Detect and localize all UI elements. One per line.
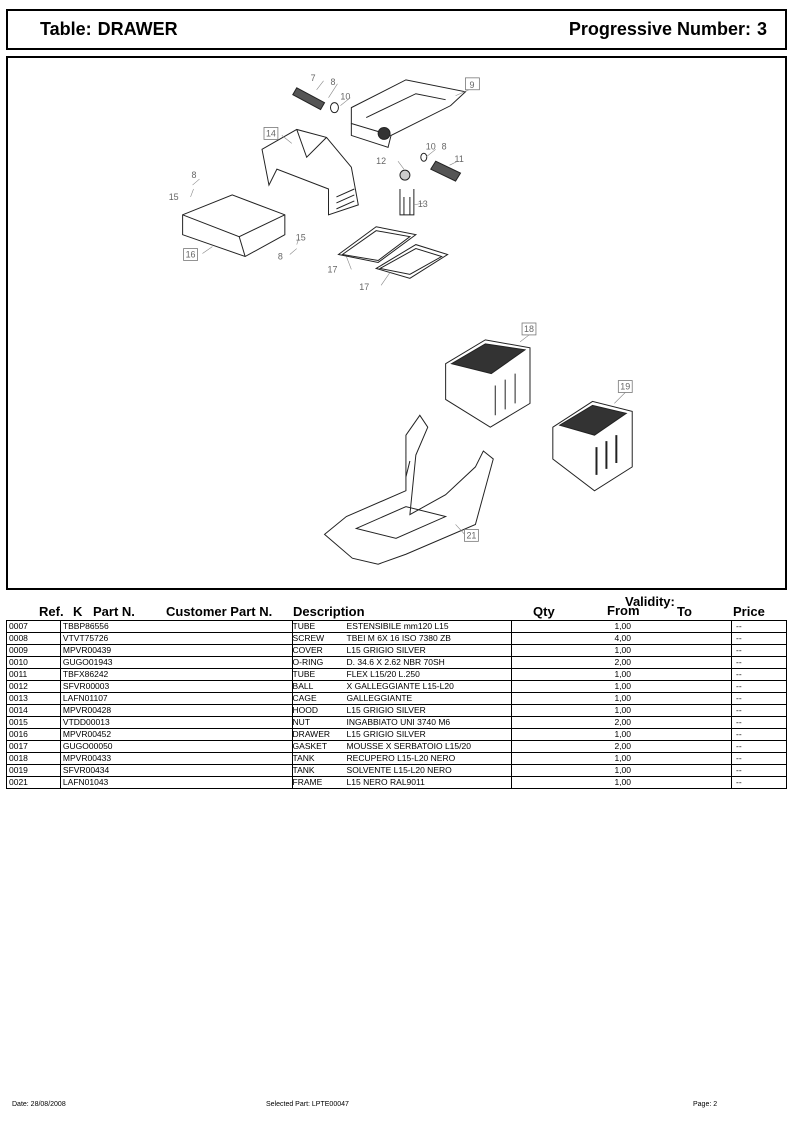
callout-13: 13	[417, 198, 428, 209]
cell-ref	[7, 729, 61, 741]
table-row	[7, 741, 787, 753]
callout-16: 16	[185, 249, 196, 260]
callout-10b: 10	[425, 141, 436, 152]
callout-9: 9	[469, 79, 475, 90]
description-text: ESTENSIBILE mm120 L15	[346, 621, 449, 631]
callout-labels	[169, 73, 633, 542]
progressive-value: 3	[756, 19, 767, 39]
part-number: TBFX86242	[62, 669, 109, 679]
part-oring-10	[330, 103, 338, 113]
ref-value: 0016	[9, 729, 28, 739]
qty-value: 2,00	[614, 657, 632, 667]
price-value: --	[736, 657, 742, 667]
cell-price	[732, 669, 787, 681]
part-number: VTDD00013	[62, 717, 110, 727]
price-value: --	[736, 645, 742, 655]
qty-value: 1,00	[614, 705, 632, 715]
footer-date: Date: 28/08/2008	[12, 1101, 66, 1108]
description-type: GASKET	[292, 741, 328, 751]
description-text: L15 GRIGIO SILVER	[346, 729, 426, 739]
cell-ref	[7, 645, 61, 657]
ref-value: 0014	[9, 705, 28, 715]
cell-price	[732, 717, 787, 729]
callout-11: 11	[454, 154, 464, 165]
qty-value: 1,00	[614, 765, 632, 775]
footer-page: Page: 2	[693, 1101, 718, 1108]
callout-15b: 15	[295, 232, 306, 243]
cell-ref	[7, 669, 61, 681]
price-value: --	[736, 633, 742, 643]
title-bar	[6, 9, 787, 50]
parts-table	[6, 620, 787, 789]
ref-value: 0010	[9, 657, 28, 667]
col-validity: Validity:	[625, 594, 675, 609]
cell-part	[60, 717, 292, 729]
col-part-no: Part N.	[93, 604, 135, 619]
column-headers	[6, 596, 787, 620]
cell-ref	[7, 681, 61, 693]
col-customer-part-no: Customer Part N.	[166, 604, 273, 619]
cell-ref	[7, 633, 61, 645]
cell-price	[732, 693, 787, 705]
cell-part	[60, 753, 292, 765]
cell-description	[292, 765, 512, 777]
ref-value: 0015	[9, 717, 28, 727]
description-type: CAGE	[292, 693, 317, 703]
cell-price	[732, 729, 787, 741]
ref-value: 0009	[9, 645, 28, 655]
qty-value: 1,00	[614, 693, 632, 703]
qty-value: 4,00	[614, 633, 632, 643]
callout-19: 19	[620, 381, 631, 392]
cell-part	[60, 765, 292, 777]
qty-value: 1,00	[614, 753, 632, 763]
cell-qty	[512, 717, 732, 729]
part-number: SFVR00434	[62, 765, 110, 775]
description-type: BALL	[292, 681, 314, 691]
qty-value: 1,00	[614, 645, 632, 655]
cell-description	[292, 621, 512, 633]
parts-table-body	[7, 621, 787, 789]
table-row	[7, 681, 787, 693]
callout-7: 7	[310, 72, 316, 83]
cell-part	[60, 633, 292, 645]
cell-price	[732, 645, 787, 657]
table-label: Table:	[40, 19, 92, 39]
description-type: O-RING	[292, 657, 324, 667]
progressive-number	[569, 19, 767, 40]
description-text: FLEX L15/20 L.250	[346, 669, 420, 679]
part-number: GUGO01943	[62, 657, 113, 667]
cell-description	[292, 669, 512, 681]
part-number: LAFN01107	[62, 693, 108, 703]
description-text: RECUPERO L15-L20 NERO	[346, 753, 456, 763]
table-row	[7, 729, 787, 741]
description-type: TANK	[292, 753, 315, 763]
cell-qty	[512, 729, 732, 741]
table-row	[7, 777, 787, 789]
cell-ref	[7, 717, 61, 729]
callout-17b: 17	[359, 282, 370, 293]
cell-part	[60, 693, 292, 705]
part-number: MPVR00439	[62, 645, 112, 655]
qty-value: 1,00	[614, 621, 632, 631]
qty-value: 2,00	[614, 741, 632, 751]
cell-price	[732, 705, 787, 717]
cell-description	[292, 633, 512, 645]
part-gasket-17a	[338, 227, 415, 263]
cell-description	[292, 741, 512, 753]
description-text: X GALLEGGIANTE L15-L20	[346, 681, 454, 691]
cell-price	[732, 765, 787, 777]
callout-14: 14	[265, 128, 276, 139]
part-number: GUGO00050	[62, 741, 113, 751]
part-tube-7	[293, 88, 325, 110]
cell-price	[732, 741, 787, 753]
price-value: --	[736, 765, 742, 775]
cell-qty	[512, 741, 732, 753]
cell-part	[60, 621, 292, 633]
price-value: --	[736, 669, 742, 679]
cell-description	[292, 717, 512, 729]
cell-description	[292, 753, 512, 765]
col-k: K	[73, 604, 83, 619]
cell-price	[732, 621, 787, 633]
table-name: DRAWER	[97, 19, 178, 39]
qty-value: 1,00	[614, 669, 632, 679]
cell-description	[292, 681, 512, 693]
ref-value: 0019	[9, 765, 28, 775]
cell-part	[60, 741, 292, 753]
cell-qty	[512, 765, 732, 777]
cell-ref	[7, 765, 61, 777]
price-value: --	[736, 777, 742, 787]
price-value: --	[736, 753, 742, 763]
part-cover-9	[351, 80, 465, 147]
progressive-label: Progressive Number:	[568, 19, 751, 39]
cell-price	[732, 633, 787, 645]
part-hood-14	[262, 129, 358, 214]
cell-ref	[7, 705, 61, 717]
ref-value: 0007	[9, 621, 28, 631]
cell-qty	[512, 645, 732, 657]
table-row	[7, 717, 787, 729]
cell-ref	[7, 621, 61, 633]
table-row	[7, 753, 787, 765]
part-number: MPVR00433	[62, 753, 112, 763]
callout-8d: 8	[277, 251, 283, 262]
description-text: D. 34.6 X 2.62 NBR 70SH	[346, 657, 445, 667]
callout-21: 21	[466, 530, 477, 541]
callout-8c: 8	[191, 170, 197, 181]
description-text: TBEI M 6X 16 ISO 7380 ZB	[346, 633, 451, 643]
qty-value: 1,00	[614, 777, 632, 787]
part-drawer-16	[183, 195, 285, 260]
price-value: --	[736, 621, 742, 631]
description-type: TUBE	[292, 669, 316, 679]
description-type: TANK	[292, 765, 315, 775]
cell-price	[732, 753, 787, 765]
cell-qty	[512, 681, 732, 693]
cell-ref	[7, 741, 61, 753]
cell-part	[60, 645, 292, 657]
cell-description	[292, 777, 512, 789]
exploded-drawing-svg	[8, 58, 785, 588]
cell-ref	[7, 657, 61, 669]
description-type: NUT	[292, 717, 311, 727]
cell-part	[60, 657, 292, 669]
description-text: GALLEGGIANTE	[346, 693, 413, 703]
table-row	[7, 705, 787, 717]
callout-15: 15	[168, 191, 179, 202]
ref-value: 0018	[9, 753, 28, 763]
part-number: MPVR00428	[62, 705, 112, 715]
ref-value: 0017	[9, 741, 28, 751]
cell-qty	[512, 753, 732, 765]
table-row	[7, 657, 787, 669]
callout-18: 18	[524, 323, 534, 334]
footer-selected-part: Selected Part: LPTE00047	[266, 1101, 349, 1108]
col-ref: Ref.	[39, 604, 64, 619]
callout-17: 17	[327, 264, 338, 275]
cell-part	[60, 669, 292, 681]
description-text: SOLVENTE L15-L20 NERO	[346, 765, 452, 775]
cell-qty	[512, 621, 732, 633]
cell-ref	[7, 777, 61, 789]
description-type: TUBE	[292, 621, 316, 631]
table-row	[7, 669, 787, 681]
cell-qty	[512, 705, 732, 717]
cell-ref	[7, 693, 61, 705]
price-value: --	[736, 741, 742, 751]
cell-price	[732, 681, 787, 693]
description-type: FRAME	[292, 777, 323, 787]
part-number: TBBP86556	[62, 621, 109, 631]
table-row	[7, 621, 787, 633]
exploded-drawing	[6, 56, 787, 590]
cell-part	[60, 681, 292, 693]
ref-value: 0012	[9, 681, 28, 691]
part-tank-19	[553, 401, 632, 490]
ref-value: 0021	[9, 777, 28, 787]
ref-value: 0008	[9, 633, 28, 643]
part-number: SFVR00003	[62, 681, 110, 691]
cell-qty	[512, 669, 732, 681]
table-row	[7, 693, 787, 705]
price-value: --	[736, 705, 742, 715]
qty-value: 1,00	[614, 681, 632, 691]
col-from: From	[607, 603, 640, 618]
cell-price	[732, 777, 787, 789]
price-value: --	[736, 681, 742, 691]
price-value: --	[736, 717, 742, 727]
col-price: Price	[733, 604, 765, 619]
price-value: --	[736, 693, 742, 703]
price-value: --	[736, 729, 742, 739]
col-qty: Qty	[533, 604, 555, 619]
callout-8: 8	[330, 76, 336, 87]
cell-description	[292, 729, 512, 741]
table-row	[7, 633, 787, 645]
cell-ref	[7, 753, 61, 765]
description-text: INGABBIATO UNI 3740 M6	[346, 717, 451, 727]
cell-qty	[512, 693, 732, 705]
description-type: HOOD	[292, 705, 319, 715]
part-number: LAFN01043	[62, 777, 109, 787]
cell-qty	[512, 633, 732, 645]
cell-price	[732, 657, 787, 669]
description-text: MOUSSE X SERBATOIO L15/20	[346, 741, 471, 751]
table-row	[7, 645, 787, 657]
col-to: To	[677, 604, 692, 619]
cell-qty	[512, 657, 732, 669]
cell-description	[292, 657, 512, 669]
cell-description	[292, 645, 512, 657]
description-text: L15 GRIGIO SILVER	[346, 705, 426, 715]
part-tank-18	[446, 340, 530, 427]
cell-description	[292, 705, 512, 717]
col-description: Description	[293, 604, 365, 619]
description-type: DRAWER	[292, 729, 331, 739]
qty-value: 1,00	[614, 729, 632, 739]
part-ball-12	[400, 170, 410, 180]
description-type: SCREW	[292, 633, 325, 643]
part-frame-21	[325, 415, 494, 564]
part-number: MPVR00452	[62, 729, 112, 739]
table-title	[40, 19, 178, 40]
cell-part	[60, 705, 292, 717]
callout-10: 10	[340, 91, 351, 102]
callout-8b: 8	[441, 141, 447, 152]
description-text: L15 NERO RAL9011	[346, 777, 425, 787]
part-number: VTVT75726	[62, 633, 109, 643]
part-cage-13	[400, 189, 414, 215]
qty-value: 2,00	[614, 717, 632, 727]
cell-part	[60, 729, 292, 741]
cell-part	[60, 777, 292, 789]
table-row	[7, 765, 787, 777]
ref-value: 0013	[9, 693, 28, 703]
cell-description	[292, 693, 512, 705]
description-text: L15 GRIGIO SILVER	[346, 645, 426, 655]
ref-value: 0011	[9, 669, 28, 679]
callout-12: 12	[376, 156, 387, 167]
description-type: COVER	[292, 645, 323, 655]
cell-qty	[512, 777, 732, 789]
